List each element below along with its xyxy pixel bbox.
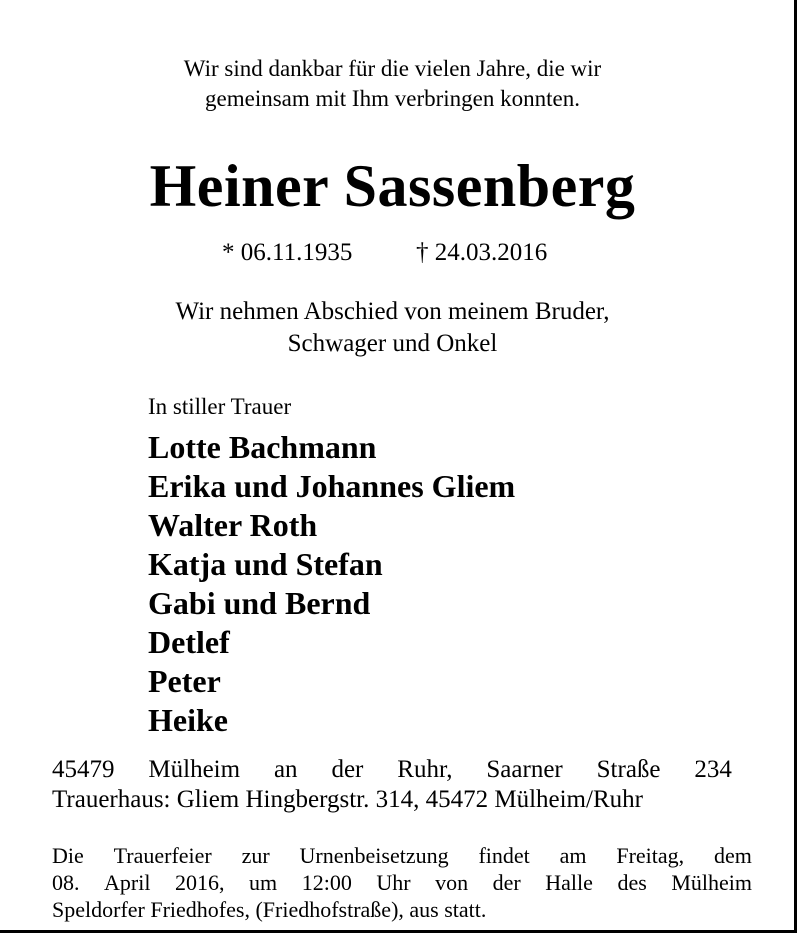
mourner-name: Walter Roth	[148, 507, 318, 543]
address-word: Ruhr,	[397, 756, 453, 783]
mourners-label: In stiller Trauer	[148, 394, 292, 419]
address-block	[52, 755, 732, 815]
notice-word: Halle	[545, 870, 593, 895]
mourner-name: Heike	[148, 702, 228, 738]
mourner-name: Lotte Bachmann	[148, 429, 377, 465]
farewell-line: Wir nehmen Abschied von meinem Bruder,	[175, 298, 610, 325]
address-word: 45479	[52, 756, 115, 783]
notice-line: Speldorfer Friedhofes, (Friedhofstraße), aus statt.	[52, 897, 487, 922]
notice-word: 2016,	[175, 870, 225, 895]
mourner-name: Detlef	[148, 624, 230, 660]
address-word: Saarner	[486, 756, 563, 783]
notice-word: Freitag,	[616, 843, 685, 868]
mourner-name: Peter	[148, 663, 221, 699]
mourners-list	[148, 428, 515, 740]
notice-word: Mülheim	[671, 870, 752, 895]
notice-word: zur	[241, 843, 270, 868]
notice-line	[52, 842, 752, 869]
mourner-name: Erika und Johannes Gliem	[148, 468, 516, 504]
notice-word: 08.	[52, 870, 80, 895]
mourner-name: Gabi und Bernd	[148, 585, 371, 621]
notice-word: am	[559, 843, 587, 868]
notice-word: April	[104, 870, 151, 895]
farewell-text	[0, 296, 785, 360]
intro-line: Wir sind dankbar für die vielen Jahre, die wir	[183, 56, 602, 81]
birth-date: * 06.11.1935	[222, 239, 353, 266]
notice-word: Urnenbeisetzung	[299, 843, 449, 868]
address-word: an	[273, 756, 298, 783]
notice-word: des	[617, 870, 647, 895]
notice-word: 12:00	[301, 870, 352, 895]
notice-word: dem	[714, 843, 752, 868]
notice-word: Uhr	[376, 870, 411, 895]
notice-word: findet	[478, 843, 530, 868]
intro-text	[0, 54, 785, 114]
deceased-name: Heiner Sassenberg	[149, 153, 636, 219]
address-line	[52, 755, 732, 785]
notice-line	[52, 869, 752, 896]
notice-word: Die	[52, 843, 84, 868]
address-word: Mülheim	[148, 756, 241, 783]
address-word: der	[331, 756, 364, 783]
address-word: Straße	[596, 756, 661, 783]
mourner-name: Katja und Stefan	[148, 546, 383, 582]
notice-word: der	[492, 870, 521, 895]
mourning-house-line: Trauerhaus: Gliem Hingbergstr. 314, 45472 Mülheim/Ruhr	[52, 786, 643, 813]
notice-word: um	[249, 870, 278, 895]
intro-line: gemeinsam mit Ihm verbringen konnten.	[205, 86, 580, 111]
mourners-block	[148, 392, 515, 740]
notice-word: von	[435, 870, 469, 895]
death-date: † 24.03.2016	[416, 239, 548, 266]
notice-word: Trauerfeier	[113, 843, 212, 868]
farewell-line: Schwager und Onkel	[287, 330, 498, 357]
address-word: 234	[694, 756, 732, 783]
funeral-notice	[52, 842, 752, 923]
